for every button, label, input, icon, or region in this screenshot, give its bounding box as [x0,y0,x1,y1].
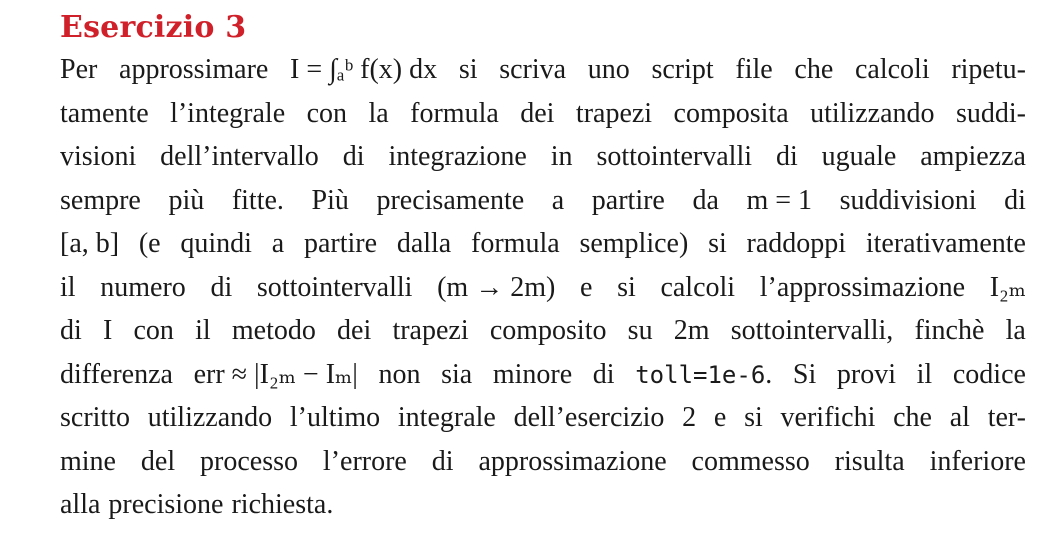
word: uno [587,54,630,85]
word: provi [836,358,897,390]
text-line [60,353,1026,397]
word: e [713,402,727,433]
word: con [133,315,174,346]
word: l’errore [322,445,407,477]
word: l’ultimo [289,402,381,433]
word: I₂ₘ [989,271,1026,303]
word: processo [200,445,299,477]
word: utilizzando [810,97,935,129]
word: iterativamente [865,228,1026,259]
word: tamente [60,97,149,129]
word: Si [792,358,817,390]
code-toll [635,353,772,398]
word: trapezi [575,97,653,129]
text-line [60,483,1026,527]
word: dell’intervallo [160,141,319,172]
word: alla [60,489,101,520]
word: approssimare [119,54,269,85]
word: scritto [60,402,130,433]
word: partire [591,184,665,216]
word: dalla [396,228,452,259]
word: suddivisioni [839,184,977,216]
word: Per [60,54,98,85]
word: l’approssimazione [759,271,966,303]
word: la [1005,315,1026,346]
word: integrazione [388,141,527,172]
word: si [744,402,763,433]
text-line [60,135,1026,179]
word: calcoli [854,54,930,85]
text-line [60,48,1026,92]
word: minore [492,358,573,390]
word: ampiezza [920,141,1026,172]
word: ter- [987,402,1026,433]
word: integrale [397,402,496,433]
word: inferiore [929,445,1026,477]
word: differenza [60,358,173,390]
word: fitte. [231,184,284,216]
word: raddoppi [746,228,847,259]
word: formula [471,228,560,259]
word: si [458,54,478,85]
word: commesso [691,445,810,477]
word: quindi [180,228,252,259]
word: finchè [914,315,985,346]
word: su [627,315,653,346]
text-line [60,92,1026,136]
word: l’integrale [170,97,286,129]
word: che [794,54,834,85]
word: ripetu- [951,54,1026,85]
word: il [195,315,211,346]
exercise-title: Esercizio 3 [60,10,247,45]
word: di [775,141,798,172]
word: verifichi [780,402,876,433]
word: (m → 2m) [437,271,556,303]
word: partire [303,228,378,259]
word: e [579,271,593,303]
word: non [378,358,421,390]
word: a [271,228,285,259]
text-line [60,396,1026,440]
word: in [550,141,573,172]
text-line [60,222,1026,266]
word: Più [311,184,349,216]
word: del [140,445,176,477]
word: semplice) [579,228,689,259]
word: precisamente [376,184,525,216]
word: script [651,54,714,85]
word: err ≈ |I₂ₘ − Iₘ| [193,358,358,390]
word: utilizzando [147,402,273,433]
word: sottointervalli [256,271,413,303]
word: sottointervalli, [730,315,894,346]
word: si [617,271,636,303]
word: si [708,228,727,259]
word: composito [489,315,607,346]
word: metodo [231,315,316,346]
word: (e [138,228,161,259]
word: I [102,315,113,346]
word: I = ∫ₐᵇ f(x) dx [290,54,438,85]
word: approssimazione [478,445,667,477]
word: con [306,97,348,129]
code-token: toll=1e-6 [635,360,766,389]
word: di [342,141,365,172]
text-line [60,440,1026,484]
word: 2 [682,402,697,433]
word: dell’esercizio [513,402,665,433]
word: calcoli [660,271,736,303]
word: di [210,271,233,303]
word: dei [337,315,372,346]
word: da [692,184,719,216]
word: file [735,54,773,85]
word: di [431,445,454,477]
text-line [60,266,1026,310]
word: sottointervalli [596,141,752,172]
word: codice [952,358,1026,390]
word: sempre [60,184,141,216]
word: che [893,402,932,433]
code-suffix: . [765,358,773,390]
word: trapezi [392,315,469,346]
word: richiesta. [231,489,334,520]
word: di [592,358,615,390]
word: uguale [821,141,897,172]
word: la [368,97,389,129]
word: dei [520,97,555,129]
word: [a, b] [60,228,120,259]
word: visioni [60,141,137,172]
word: il [60,271,76,303]
word: a [551,184,565,216]
word: suddi- [955,97,1026,129]
word: risulta [834,445,905,477]
word: composita [673,97,789,129]
text-line [60,179,1026,223]
word: di [1004,184,1026,216]
word: scriva [499,54,567,85]
word: mine [60,445,116,477]
word: 2m [673,315,710,346]
exercise-text [60,48,1026,527]
text-line [60,309,1026,353]
word: più [168,184,205,216]
word: di [60,315,82,346]
word: formula [410,97,499,129]
word: al [949,402,970,433]
word: numero [100,271,186,303]
word: il [916,358,933,390]
word: m = 1 [746,184,813,216]
word: precisione [108,489,224,520]
word: sia [441,358,473,390]
